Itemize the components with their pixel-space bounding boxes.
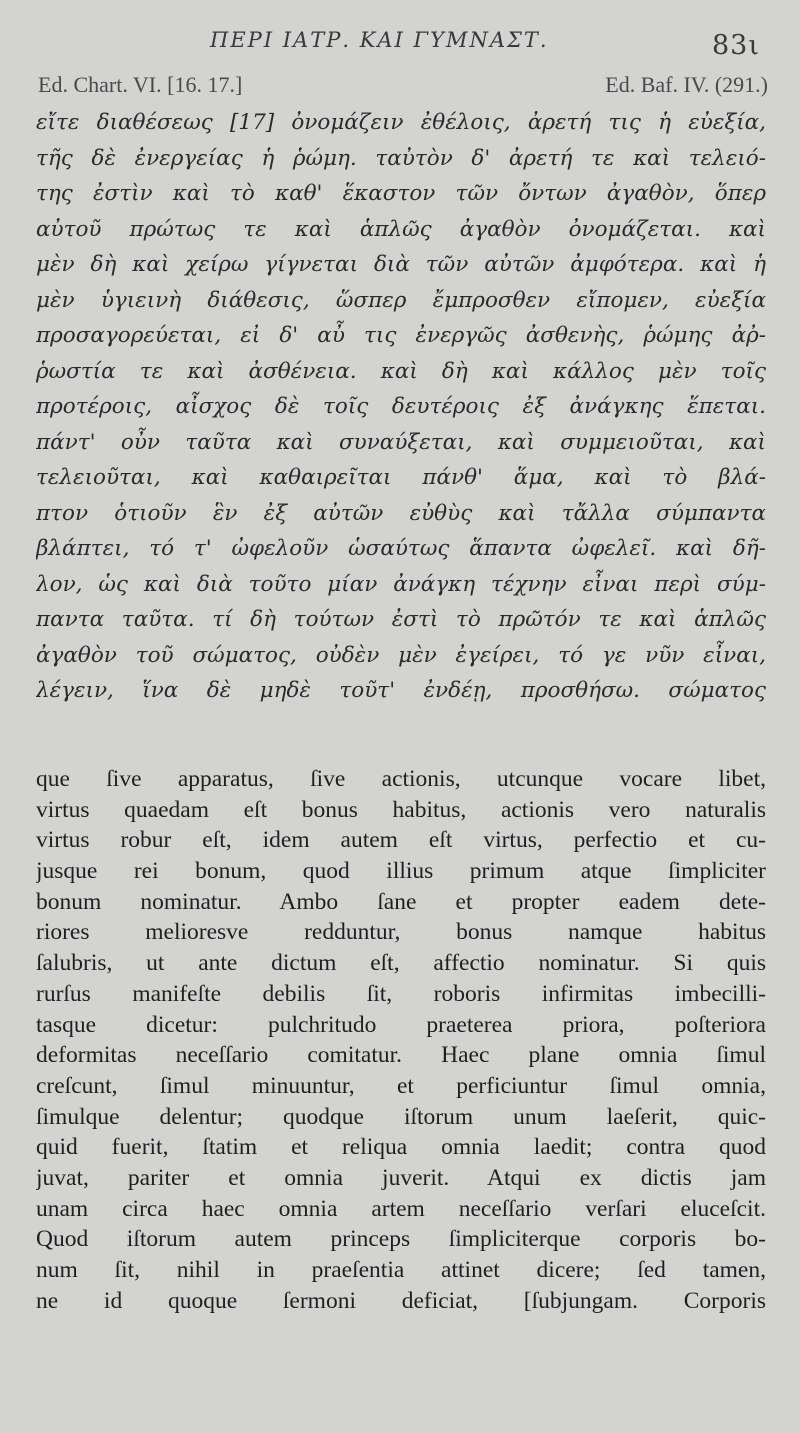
greek-line: προτέροις, αἶσχος δὲ τοῖς δευτέροις ἐξ ἀνάγκης ἕπεται.	[36, 394, 766, 419]
greek-line: μὲν δὴ καὶ χείρω γίγνεται διὰ τῶν αὐτῶν ἀμφότερα. καὶ ἡ	[36, 252, 766, 277]
greek-line: πτον ὁτιοῦν ἓν ἐξ αὐτῶν εὐθὺς καὶ τἄλλα σύμπαντα	[36, 500, 766, 526]
greek-line: λέγειν, ἵνα δὲ μηδὲ τοῦτ' ἐνδέῃ, προσθήσω. σώματος	[36, 678, 766, 703]
latin-line: ſalubris, ut ante dictum eſt, affectio nominatur. Si quis	[36, 950, 766, 977]
latin-line: tasque dicetur: pulchritudo praeterea priora, poſteriora	[36, 1011, 766, 1038]
latin-line: quid fuerit, ſtatim et reliqua omnia laedit; contra quod	[36, 1134, 766, 1161]
greek-line: τελειοῦται, καὶ καθαιρεῖται πάνθ' ἅμα, καὶ τὸ βλά-	[36, 465, 766, 490]
chartier-edition-ref: Ed. Chart. VI. [16. 17.]	[38, 72, 243, 97]
greek-line: προσαγορεύεται, εἰ δ' αὖ τις ἐνεργῶς ἀσθενὴς, ῥώμης ἀῤ-	[36, 323, 766, 348]
latin-translation-block	[36, 764, 766, 1316]
greek-line: τῆς δὲ ἐνεργείας ἡ ῥώμη. ταὐτὸν δ' ἀρετή τε καὶ τελειό-	[36, 145, 766, 171]
latin-line: ſimulque delentur; quodque iſtorum unum laeſerit, quic-	[36, 1103, 766, 1130]
greek-text-block	[36, 105, 766, 709]
latin-line: deformitas neceſſario comitatur. Haec plane omnia ſimul	[36, 1042, 766, 1069]
greek-line: της ἐστὶν καὶ τὸ καθ' ἕκαστον τῶν ὄντων ἀγαθὸν, ὅπερ	[36, 181, 766, 206]
edition-references	[38, 72, 768, 102]
basel-edition-ref: Ed. Baf. IV. (291.)	[605, 72, 768, 97]
latin-line: virtus robur eſt, idem autem eſt virtus, perfectio et cu-	[36, 827, 766, 854]
latin-line: virtus quaedam eſt bonus habitus, actionis vero naturalis	[36, 796, 766, 823]
greek-line: εἴτε διαθέσεως [17] ὀνομάζειν ἐθέλοις, ἀρετή τις ἡ εὐεξία,	[36, 110, 766, 135]
latin-line: bonum nominatur. Ambo ſane et propter eadem dete-	[36, 888, 766, 915]
greek-line: ἀγαθὸν τοῦ σώματος, οὐδὲν μὲν ἐγείρει, τό γε νῦν εἶναι,	[36, 642, 766, 668]
greek-line: βλάπτει, τό τ' ὠφελοῦν ὡσαύτως ἅπαντα ὠφελεῖ. καὶ δῆ-	[36, 536, 766, 561]
latin-line: unam circa haec omnia artem neceſſario verſari eluceſcit.	[36, 1195, 766, 1222]
latin-line: jusque rei bonum, quod illius primum atque ſimpliciter	[36, 858, 766, 885]
latin-line: que ſive apparatus, ſive actionis, utcunque vocare libet,	[36, 766, 766, 792]
greek-line: αὐτοῦ πρώτως τε καὶ ἁπλῶς ἀγαθὸν ὀνομάζεται. καὶ	[36, 216, 766, 242]
latin-line: juvat, pariter et omnia juverit. Atqui ex dictis jam	[36, 1164, 766, 1191]
page-number: 83ι	[712, 30, 760, 61]
greek-line: πάντ' οὖν ταῦτα καὶ συναύξεται, καὶ συμμειοῦται, καὶ	[36, 429, 766, 455]
latin-line: num ſit, nihil in praeſentia attinet dicere; ſed tamen,	[36, 1257, 766, 1283]
greek-line: παντα ταῦτα. τί δὴ τούτων ἐστὶ τὸ πρῶτόν τε καὶ ἁπλῶς	[36, 607, 766, 632]
running-title: ΠΕΡΙ ΙΑΤΡ. ΚΑΙ ΓΥΜΝΑΣΤ.	[210, 28, 549, 52]
latin-line: ne id quoque ſermoni deficiat, [ſubjungam. Corporis	[36, 1287, 766, 1314]
latin-line: Quod iſtorum autem princeps ſimpliciterque corporis bo-	[36, 1226, 766, 1253]
page-header	[0, 22, 800, 62]
greek-line: μὲν ὑγιεινὴ διάθεσις, ὥσπερ ἔμπροσθεν εἴπομεν, εὐεξία	[36, 287, 766, 313]
greek-line: λον, ὡς καὶ διὰ τοῦτο μίαν ἀνάγκη τέχνην εἶναι περὶ σύμ-	[36, 571, 766, 597]
latin-line: riores melioresve redduntur, bonus namque habitus	[36, 919, 766, 946]
greek-line: ῥωστία τε καὶ ἀσθένεια. καὶ δὴ καὶ κάλλος μὲν τοῖς	[36, 358, 766, 384]
latin-line: creſcunt, ſimul minuuntur, et perficiuntur ſimul omnia,	[36, 1072, 766, 1099]
latin-line: rurſus manifeſte debilis ſit, roboris infirmitas imbecilli-	[36, 980, 766, 1007]
